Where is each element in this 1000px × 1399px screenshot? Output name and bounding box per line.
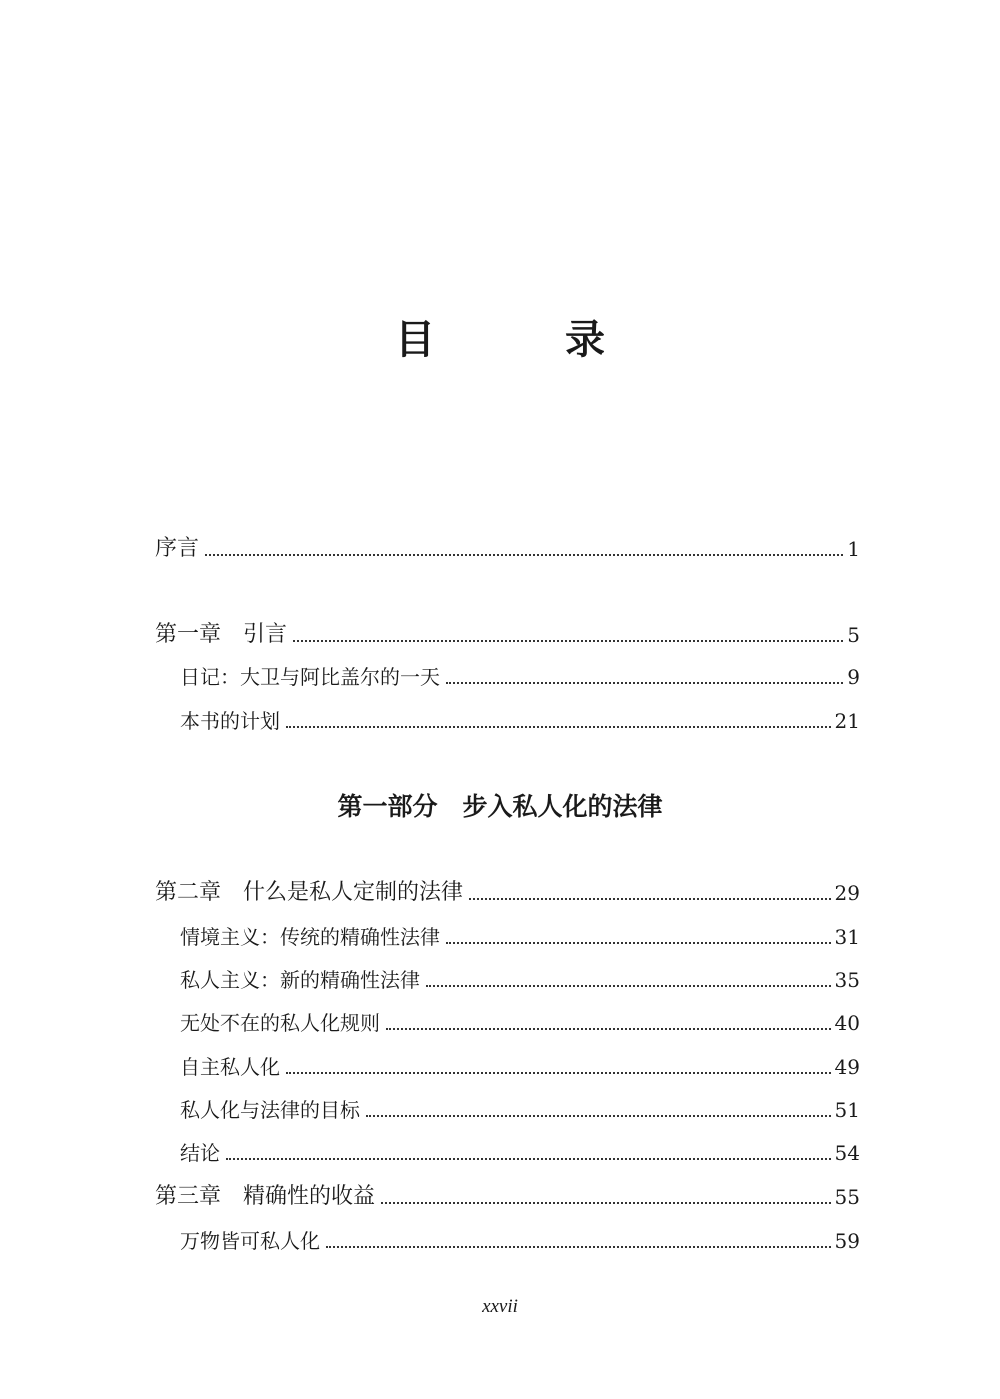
toc-entry-section[interactable] bbox=[180, 1134, 860, 1168]
dot-leader bbox=[469, 898, 831, 900]
toc-entry-label: 序言 bbox=[155, 536, 200, 561]
toc-entry-section[interactable] bbox=[180, 1091, 860, 1125]
toc-page-number: 21 bbox=[834, 709, 860, 733]
dot-leader bbox=[386, 1028, 831, 1030]
toc-page-number: 35 bbox=[834, 968, 860, 992]
part-heading: 第一部分 步入私人化的法律 bbox=[337, 792, 663, 821]
toc-entry-section[interactable] bbox=[180, 961, 860, 995]
toc-page-number: 31 bbox=[834, 925, 860, 949]
dot-leader bbox=[446, 942, 831, 944]
dot-leader bbox=[205, 554, 843, 556]
toc-page-number: 51 bbox=[834, 1098, 860, 1122]
dot-leader bbox=[226, 1158, 831, 1160]
toc-entry-label: 自主私人化 bbox=[180, 1055, 280, 1079]
toc-entry-chapter-3[interactable] bbox=[155, 1178, 860, 1212]
dot-leader bbox=[366, 1115, 831, 1117]
toc-page-number: 40 bbox=[834, 1011, 860, 1035]
toc-entry-label: 第三章 精确性的收益 bbox=[155, 1184, 376, 1209]
toc-entry-section[interactable] bbox=[180, 702, 860, 736]
toc-entry-label: 第二章 什么是私人定制的法律 bbox=[155, 880, 464, 905]
toc-entry-preface[interactable] bbox=[155, 530, 860, 564]
dot-leader bbox=[446, 682, 843, 684]
dot-leader bbox=[381, 1202, 831, 1204]
toc-entry-label: 私人化与法律的目标 bbox=[180, 1098, 360, 1122]
page-title: 目 录 bbox=[395, 317, 663, 363]
toc-page-number: 5 bbox=[847, 623, 860, 647]
dot-leader bbox=[326, 1246, 831, 1248]
dot-leader bbox=[286, 726, 831, 728]
toc-entry-section[interactable] bbox=[180, 1048, 860, 1082]
toc-page-number: 49 bbox=[834, 1055, 860, 1079]
toc-entry-section[interactable] bbox=[180, 658, 860, 692]
toc-page-number: 9 bbox=[847, 665, 860, 689]
toc-entry-section[interactable] bbox=[180, 918, 860, 952]
dot-leader bbox=[293, 640, 843, 642]
toc-page-number: 54 bbox=[834, 1141, 860, 1165]
toc-entry-section[interactable] bbox=[180, 1222, 860, 1256]
toc-page-number: 29 bbox=[834, 881, 860, 905]
toc-entry-chapter-1[interactable] bbox=[155, 616, 860, 650]
toc-entry-section[interactable] bbox=[180, 1004, 860, 1038]
dot-leader bbox=[426, 985, 831, 987]
toc-entry-label: 结论 bbox=[180, 1141, 220, 1165]
dot-leader bbox=[286, 1072, 831, 1074]
toc-entry-label: 第一章 引言 bbox=[155, 622, 288, 647]
toc-page-number: 1 bbox=[847, 537, 860, 561]
toc-page-number: 59 bbox=[834, 1229, 860, 1253]
page-folio: xxvii bbox=[482, 1296, 518, 1317]
toc-entry-label: 私人主义：新的精确性法律 bbox=[180, 968, 420, 992]
toc-entry-label: 本书的计划 bbox=[180, 709, 280, 733]
toc-entry-label: 情境主义：传统的精确性法律 bbox=[180, 925, 440, 949]
toc-entry-label: 万物皆可私人化 bbox=[180, 1229, 320, 1253]
toc-entry-label: 日记：大卫与阿比盖尔的一天 bbox=[180, 665, 440, 689]
toc-page-number: 55 bbox=[834, 1185, 860, 1209]
toc-entry-label: 无处不在的私人化规则 bbox=[180, 1011, 380, 1035]
toc-entry-chapter-2[interactable] bbox=[155, 874, 860, 908]
